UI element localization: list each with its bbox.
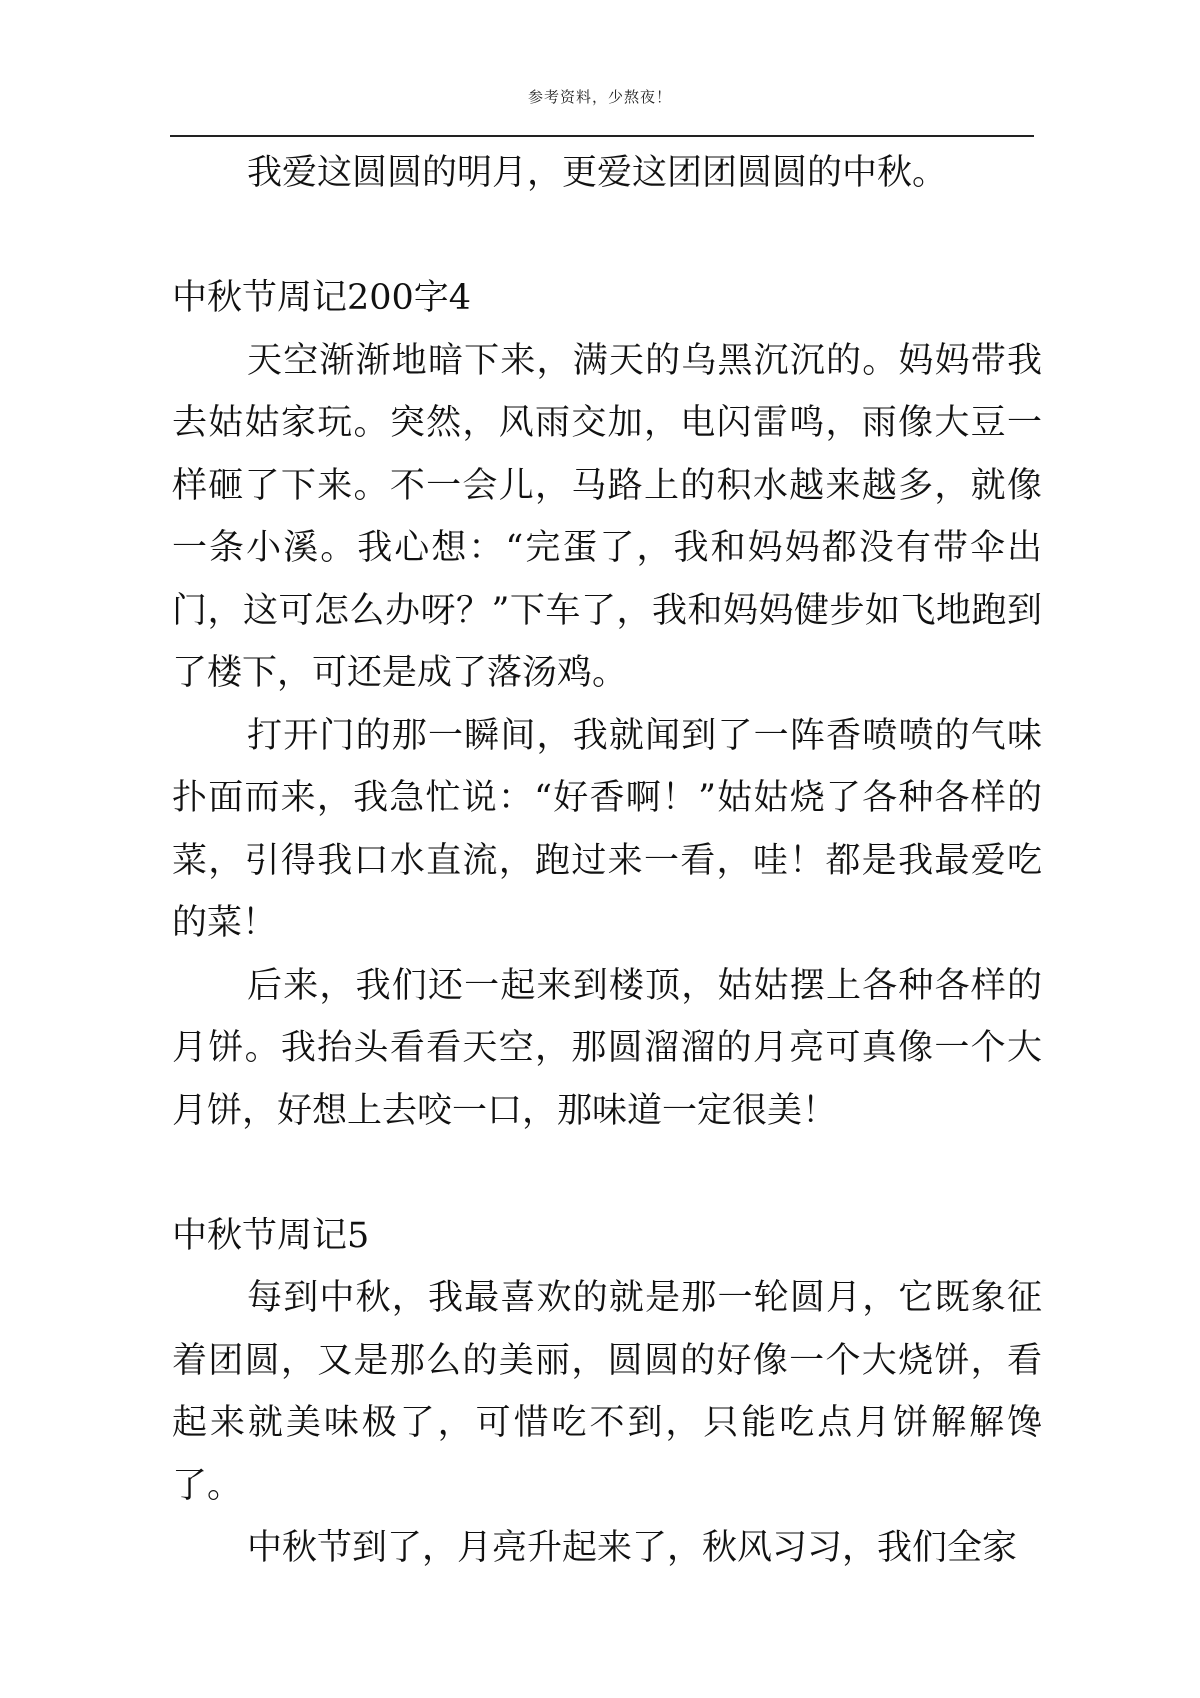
section-gap xyxy=(172,205,1042,268)
section-heading: 中秋节周记200字4 xyxy=(172,278,472,318)
header-divider xyxy=(170,135,1034,137)
paragraph: 打开门的那一瞬间，我就闻到了一阵香喷喷的气味扑面而来，我急忙说：“好香啊！”姑姑烧了各种各样的菜，引得我口水直流，跑过来一看，哇！都是我最爱吃的菜！ xyxy=(172,715,1042,943)
paragraph: 天空渐渐地暗下来，满天的乌黑沉沉的。妈妈带我去姑姑家玩。突然，风雨交加，电闪雷鸣，雨像大豆一样砸了下来。不一会儿，马路上的积水越来越多，就像一条小溪。我心想：“完蛋了，我和妈妈都没有带伞出门，这可怎么办呀？”下车了，我和妈妈健步如飞地跑到了楼下，可还是成了落汤鸡。 xyxy=(172,340,1042,693)
section-heading: 中秋节周记5 xyxy=(172,1215,370,1256)
paragraph: 我爱这圆圆的明月，更爱这团团圆圆的中秋。 xyxy=(247,153,948,193)
paragraph: 后来，我们还一起来到楼顶，姑姑摆上各种各样的月饼。我抬头看看天空，那圆溜溜的月亮可真像一个大月饼，好想上去咬一口，那味道一定很美！ xyxy=(172,965,1042,1131)
section-gap xyxy=(172,1142,1042,1205)
page-header-note: 参考资料，少熬夜！ xyxy=(527,88,672,106)
paragraph: 中秋节到了，月亮升起来了，秋风习习，我们全家 xyxy=(247,1528,1018,1568)
document-body xyxy=(172,142,1042,1580)
paragraph: 每到中秋，我最喜欢的就是那一轮圆月，它既象征着团圆，又是那么的美丽，圆圆的好像一个大烧饼，看起来就美味极了，可惜吃不到，只能吃点月饼解解馋了。 xyxy=(172,1278,1042,1506)
